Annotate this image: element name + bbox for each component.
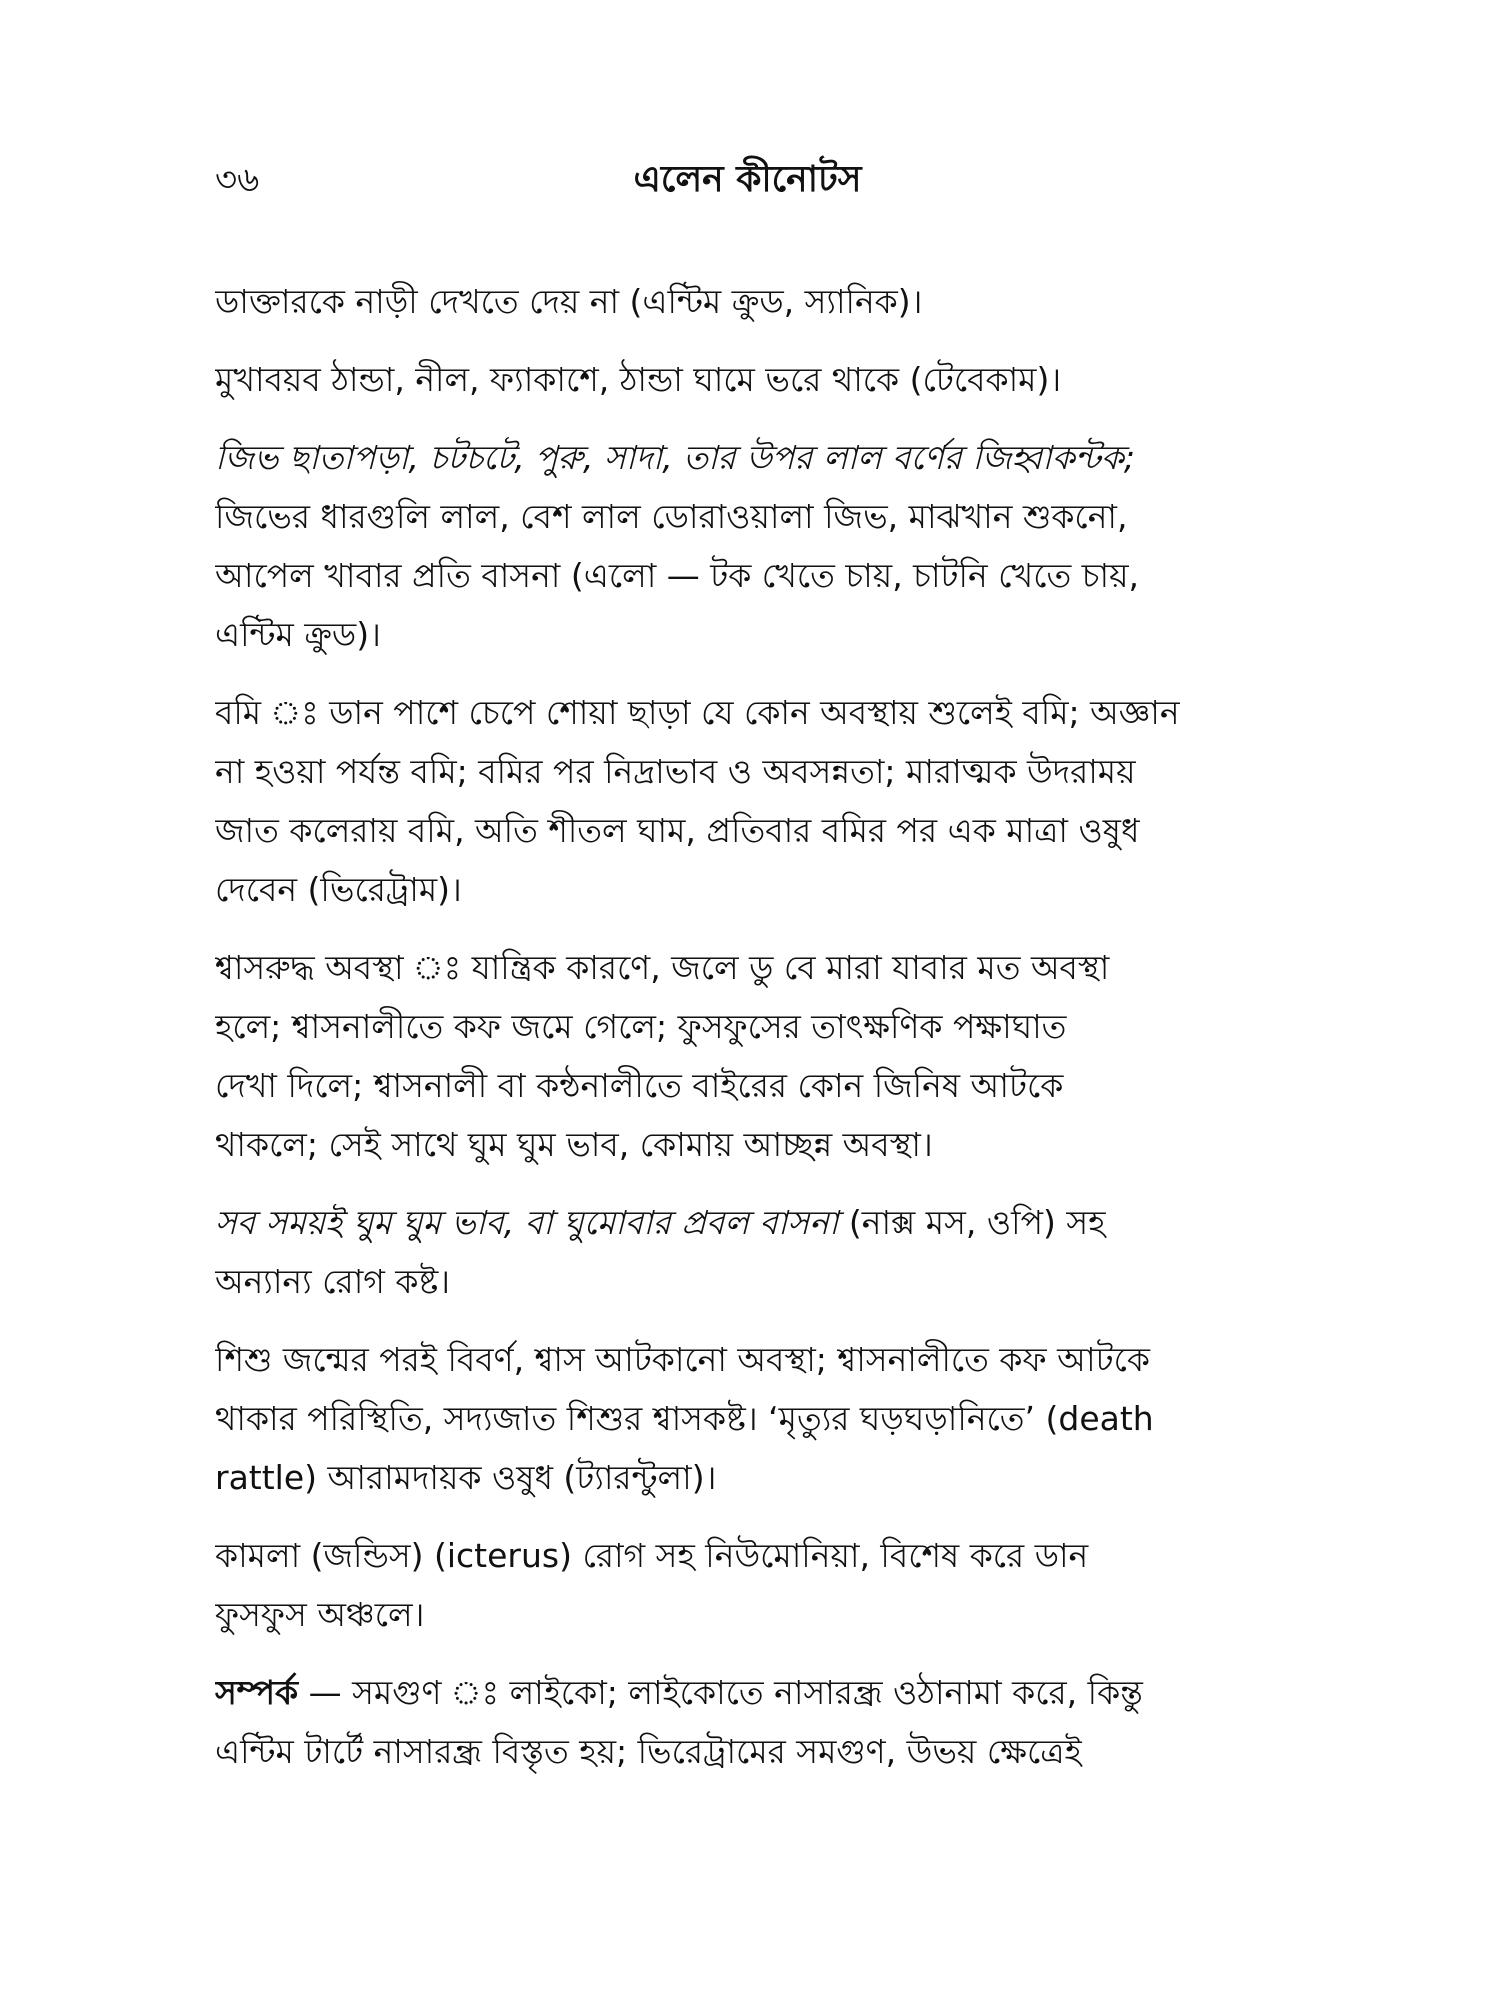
line-text: হলে; শ্বাসনালীতে কফ জমে গেলে; ফুসফুসের তাৎক্ষণিক পক্ষাঘাত: [215, 1007, 1067, 1046]
bold-lead: সম্পর্ক: [215, 1673, 299, 1712]
page-number: ৩৬: [215, 160, 260, 200]
text-line: [215, 742, 1280, 801]
line-text: অন্যান্য রোগ কষ্ট।: [215, 1262, 451, 1301]
paragraph: [215, 1330, 1280, 1507]
text-line: [215, 938, 1280, 997]
paragraph: [215, 683, 1280, 919]
line-text: — সমগুণ ঃ লাইকো; লাইকোতে নাসারন্ধ্র ওঠানামা করে, কিন্তু: [298, 1673, 1143, 1712]
paragraph: [215, 350, 1280, 409]
paragraph: [215, 1663, 1280, 1781]
italic-emphasis: জিভ ছাতাপড়া, চটচটে, পুরু, সাদা, তার উপর লাল বর্ণের জিহ্বাকন্টক;: [215, 438, 1136, 477]
text-line: [215, 1330, 1280, 1389]
line-text: ফুসফুস অঞ্চলে।: [215, 1595, 425, 1634]
line-text: না হওয়া পর্যন্ত বমি; বমির পর নিদ্রাভাব ও অবসন্নতা; মারাত্মক উদরাময়: [215, 752, 1136, 791]
paragraph: [215, 428, 1280, 664]
text-line: [215, 860, 1280, 919]
line-text: দেখা দিলে; শ্বাসনালী বা কন্ঠনালীতে বাইরের কোন জিনিষ আটকে: [215, 1066, 1064, 1105]
paragraph: [215, 1526, 1280, 1644]
paragraph: [215, 272, 1280, 331]
text-line: [215, 1193, 1280, 1252]
line-text: ডাক্তারকে নাড়ী দেখতে দেয় না (এন্টিম ক্রুড, স্যানিক)।: [215, 282, 923, 321]
text-line: [215, 801, 1280, 860]
line-text: rattle) আরামদায়ক ওষুধ (ট্যারন্টুলা)।: [215, 1458, 717, 1497]
line-text: দেবেন (ভিরেট্রাম)।: [215, 870, 462, 909]
text-line: [215, 1526, 1280, 1585]
line-text: শ্বাসরুদ্ধ অবস্থা ঃ যান্ত্রিক কারণে, জলে ডু বে মারা যাবার মত অবস্থা: [215, 948, 1110, 987]
text-line: [215, 997, 1280, 1056]
text-line: [215, 1252, 1280, 1311]
body-text: [215, 272, 1280, 1800]
text-line: [215, 1585, 1280, 1644]
running-title: এলেন কীনোটস: [633, 159, 862, 200]
line-text: আপেল খাবার প্রতি বাসনা (এলো — টক খেতে চায়, চাটনি খেতে চায়,: [215, 556, 1140, 595]
text-line: [215, 272, 1280, 331]
italic-emphasis: সব সময়ই ঘুম ঘুম ভাব, বা ঘুমোবার প্রবল বাসনা: [215, 1203, 839, 1242]
line-text: জাত কলেরায় বমি, অতি শীতল ঘাম, প্রতিবার বমির পর এক মাত্রা ওষুধ: [215, 811, 1140, 850]
page-header: [215, 150, 1280, 210]
line-text: জিভের ধারগুলি লাল, বেশ লাল ডোরাওয়ালা জিভ, মাঝখান শুকনো,: [215, 497, 1128, 536]
line-text: এন্টিম ক্রুড)।: [215, 615, 381, 654]
line-text: মুখাবয়ব ঠান্ডা, নীল, ফ্যাকাশে, ঠান্ডা ঘামে ভরে থাকে (টেবেকাম)।: [215, 360, 1062, 399]
text-line: [215, 1056, 1280, 1115]
line-text: বমি ঃ ডান পাশে চেপে শোয়া ছাড়া যে কোন অবস্থায় শুলেই বমি; অজ্ঞান: [215, 693, 1180, 732]
text-line: [215, 546, 1280, 605]
text-line: [215, 1389, 1280, 1448]
text-line: [215, 1115, 1280, 1174]
paragraph: [215, 1193, 1280, 1311]
line-text: কামলা (জন্ডিস) (icterus) রোগ সহ নিউমোনিয়া, বিশেষ করে ডান: [215, 1536, 1089, 1575]
line-text: শিশু জন্মের পরই বিবর্ণ, শ্বাস আটকানো অবস্থা; শ্বাসনালীতে কফ আটকে: [215, 1340, 1150, 1379]
text-line: [215, 1663, 1280, 1722]
paragraph: [215, 938, 1280, 1174]
text-line: [215, 683, 1280, 742]
line-text: (নাক্স মস, ওপি) সহ: [838, 1203, 1106, 1242]
text-line: [215, 1448, 1280, 1507]
line-text: থাকলে; সেই সাথে ঘুম ঘুম ভাব, কোমায় আচ্ছন্ন অবস্থা।: [215, 1125, 933, 1164]
text-line: [215, 428, 1280, 487]
text-line: [215, 487, 1280, 546]
text-line: [215, 605, 1280, 664]
text-line: [215, 350, 1280, 409]
line-text: এন্টিম টার্টে নাসারন্ধ্র বিস্তৃত হয়; ভিরেট্রামের সমগুণ, উভয় ক্ষেত্রেই: [215, 1732, 1082, 1771]
line-text: থাকার পরিস্থিতি, সদ্যজাত শিশুর শ্বাসকষ্ট। ‘মৃত্যুর ঘড়ঘড়ানিতে’ (death: [215, 1399, 1154, 1438]
text-line: [215, 1722, 1280, 1781]
